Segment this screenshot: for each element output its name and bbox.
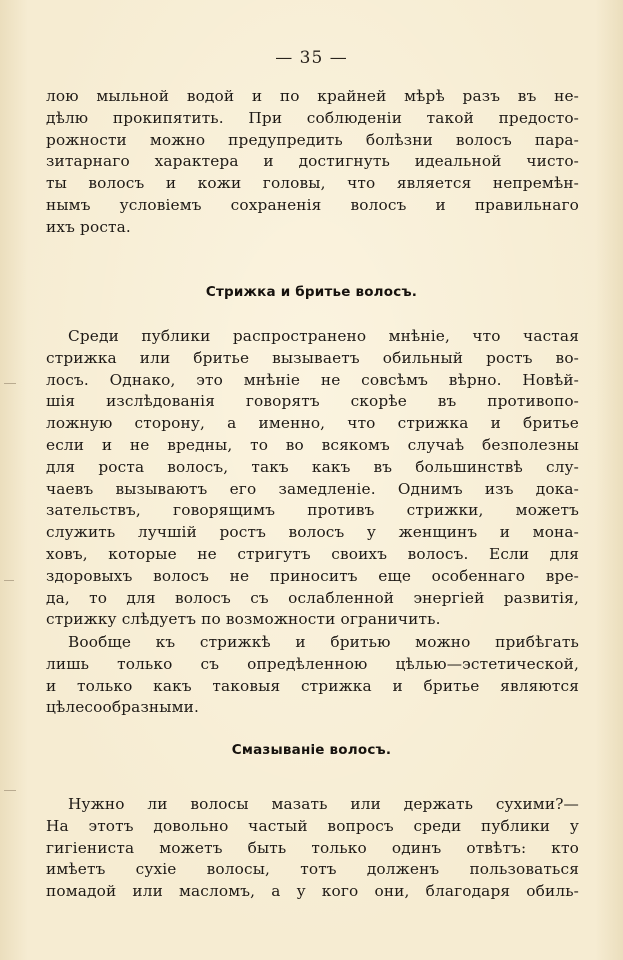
section-heading-oiling: Смазываніе волосъ. <box>231 742 392 758</box>
text-line: рожности можно предупредить болѣзни волосъ пара- <box>46 130 579 149</box>
text-line: ты волосъ и кожи головы, что является непремѣн- <box>46 174 579 193</box>
text-line: чаевъ вызываютъ его замедленіе. Однимъ изъ дока- <box>46 479 579 498</box>
text-line: гигіениста можетъ быть только одинъ отвѣтъ: кто <box>46 838 579 857</box>
text-line: зательствъ, говорящимъ противъ стрижки, можетъ <box>46 501 579 520</box>
text-line: и только какъ таковыя стрижка и бритье являются <box>46 676 579 695</box>
section-heading-haircut: Стрижка и бритье волосъ. <box>205 284 418 300</box>
paragraph-3 <box>46 632 579 719</box>
text-line: На этотъ довольно частый вопросъ среди публики у <box>46 816 579 835</box>
text-line: ихъ роста. <box>46 217 131 236</box>
text-line: дѣлю прокипятить. При соблюденіи такой предосто- <box>46 108 579 127</box>
text-line: Нужно ли волосы мазать или держать сухими?— <box>68 795 579 813</box>
paragraph-1 <box>46 86 579 239</box>
text-line: здоровыхъ волосъ не приноситъ еще особеннаго вре- <box>46 566 579 585</box>
margin-mark <box>4 790 16 791</box>
text-line: зитарнаго характера и достигнуть идеальной чисто- <box>46 152 579 171</box>
text-line: нымъ условіемъ сохраненія волосъ и правильнаго <box>46 195 579 214</box>
margin-mark <box>4 580 14 581</box>
text-line: шія изслѣдованія говорятъ скорѣе въ противопо- <box>46 392 579 411</box>
text-line: ховъ, которые не стригутъ своихъ волосъ. Если для <box>46 544 579 563</box>
text-line: Среди публики распространено мнѣніе, что частая <box>68 327 579 345</box>
text-line: для роста волосъ, такъ какъ въ большинствѣ слу- <box>46 457 579 476</box>
margin-mark <box>4 383 16 384</box>
text-line: цѣлесообразными. <box>46 698 200 717</box>
paragraph-4 <box>46 794 579 903</box>
text-line: лишь только съ опредѣленною цѣлью—эстетической, <box>46 654 579 673</box>
text-line: служить лучшій ростъ волосъ у женщинъ и мона- <box>46 523 579 542</box>
text-line: лою мыльной водой и по крайней мѣрѣ разъ въ не- <box>46 87 579 105</box>
page-number: — 35 — <box>275 48 348 68</box>
text-line: имѣетъ сухіе волосы, тотъ долженъ пользоваться <box>46 860 579 879</box>
text-line: да, то для волосъ съ ослабленной энергіей развитія, <box>46 588 579 607</box>
text-line: стрижка или бритье вызываетъ обильный ростъ во- <box>46 348 579 367</box>
text-line: Вообще къ стрижкѣ и бритью можно прибѣгать <box>68 633 579 651</box>
paragraph-2 <box>46 326 579 631</box>
text-line: стрижку слѣдуетъ по возможности ограничить. <box>46 610 441 629</box>
text-line: если и не вредны, то во всякомъ случаѣ безполезны <box>46 435 579 454</box>
text-line: ложную сторону, а именно, что стрижка и бритье <box>46 414 579 433</box>
text-line: лосъ. Однако, это мнѣніе не совсѣмъ вѣрно. Новѣй- <box>46 370 579 389</box>
text-line: помадой или масломъ, а у кого они, благодаря обиль- <box>46 882 579 901</box>
